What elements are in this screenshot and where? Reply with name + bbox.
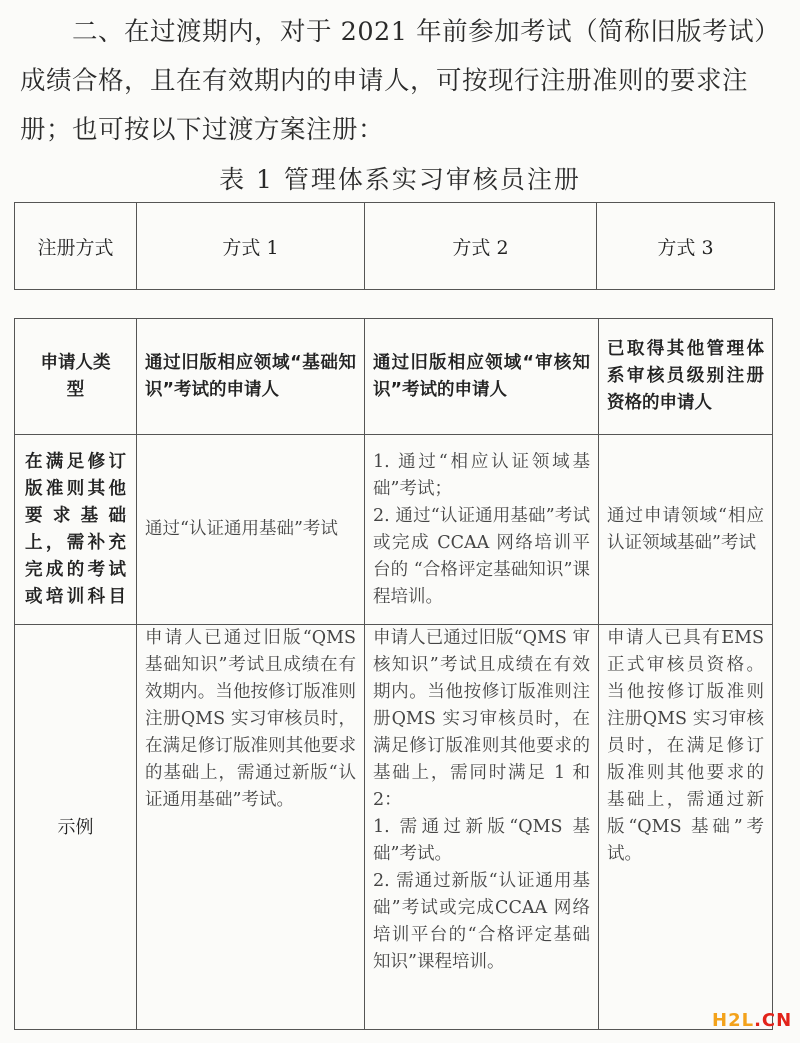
example-label: 示例 <box>15 625 137 1030</box>
requirement-method-2 <box>365 435 599 625</box>
table-row <box>15 319 773 435</box>
requirement-method-3: 通过申请领域“相应认证领域基础”考试 <box>599 435 773 625</box>
example-method-2-intro: 申请人已通过旧版“QMS 审核知识”考试且成绩在有效期内。当他按修订版准则注册QMS 实习审核员时，在满足修订版准则其他要求的基础上，需同时满足 1 和 2： <box>373 628 590 810</box>
applicant-type-method-3: 已取得其他管理体系审核员级别注册资格的申请人 <box>599 319 773 435</box>
example-method-2 <box>365 625 599 1030</box>
header-method-2: 方式 2 <box>365 203 597 290</box>
example-method-2-item-1: 1. 需通过新版“QMS 基础”考试。 <box>373 817 590 864</box>
applicant-type-method-2: 通过旧版相应领域“审核知识”考试的申请人 <box>365 319 599 435</box>
watermark-part-2: .CN <box>754 1010 793 1031</box>
table-row <box>15 203 775 290</box>
header-method-3: 方式 3 <box>597 203 775 290</box>
header-method-1: 方式 1 <box>137 203 365 290</box>
transition-plan-table <box>14 318 773 1030</box>
requirement-method-1: 通过“认证通用基础”考试 <box>137 435 365 625</box>
applicant-type-label: 申请人类型 <box>15 319 137 435</box>
intro-paragraph-text: 二、在过渡期内，对于 2021 年前参加考试（简称旧版考试）成绩合格，且在有效期内的申请人，可按现行注册准则的要求注册；也可按以下过渡方案注册： <box>20 17 768 145</box>
watermark-part-1: H2L <box>712 1010 755 1031</box>
table-caption: 表 1 管理体系实习审核员注册 <box>219 165 581 194</box>
table-row <box>15 435 773 625</box>
requirement-method-2-item-1: 1. 通过“相应认证领域基础”考试； <box>373 451 590 499</box>
table-row <box>15 625 773 1030</box>
applicant-type-method-1: 通过旧版相应领域“基础知识”考试的申请人 <box>137 319 365 435</box>
example-method-1: 申请人已通过旧版“QMS 基础知识”考试且成绩在有效期内。当他按修订版准则注册QMS 实习审核员时，在满足修订版准则其他要求的基础上，需通过新版“认证通用基础”考试。 <box>137 625 365 1030</box>
requirement-label: 在满足修订版准则其他要求基础上，需补充完成的考试或培训科目 <box>15 435 137 625</box>
intro-paragraph <box>20 8 780 155</box>
registration-method-table <box>14 202 775 290</box>
example-method-2-item-2: 2. 需通过新版“认证通用基础”考试或完成CCAA 网络培训平台的“合格评定基础知识”课程培训。 <box>373 871 590 972</box>
requirement-method-2-item-2: 2. 通过“认证通用基础”考试或完成 CCAA 网络培训平台的 “合格评定基础知识”课程培训。 <box>373 505 590 607</box>
header-registration-method: 注册方式 <box>15 203 137 290</box>
watermark-logo <box>712 1010 792 1031</box>
example-method-3: 申请人已具有EMS 正式审核员资格。当他按修订版准则注册QMS 实习审核员时，在满足修订版准则其他要求的基础上，需通过新版“QMS 基础”考试。 <box>599 625 773 1030</box>
